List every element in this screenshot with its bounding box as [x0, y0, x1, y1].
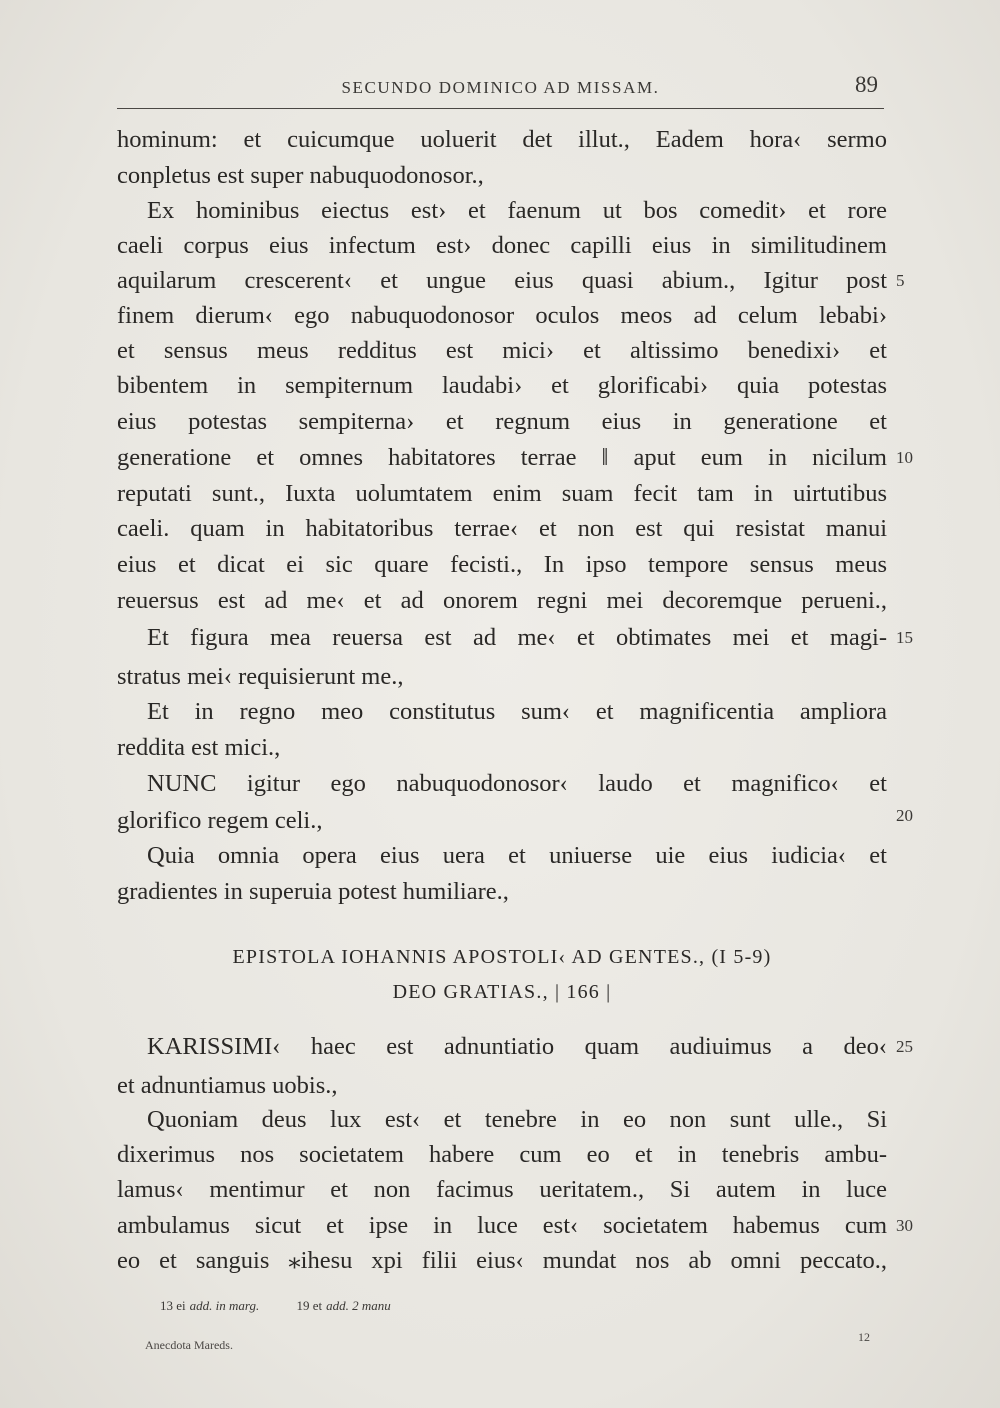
text-line: reddita est mici., — [117, 734, 281, 761]
text-line: eius et dicat ei sic quare fecisti., In ipso tempore sensus meus — [117, 551, 887, 578]
footnote-ref: 13 ei — [160, 1298, 186, 1313]
footnote-ref: 19 et — [296, 1298, 323, 1313]
footnotes — [160, 1298, 425, 1314]
text-line: bibentem in sempiternum laudabi› et glorificabi› quia potestas — [117, 372, 887, 399]
running-head — [117, 72, 884, 102]
text-line: eius potestas sempiterna› et regnum eius in generatione et — [117, 408, 887, 435]
text-line: Quia omnia opera eius uera et uniuerse uie eius iudicia‹ et — [147, 842, 887, 869]
text-line: et adnuntiamus uobis., — [117, 1072, 338, 1099]
line-number: 30 — [896, 1216, 913, 1235]
line-number: 25 — [896, 1037, 913, 1056]
footnote-text: add. in marg. — [189, 1298, 260, 1313]
text-line: Quoniam deus lux est‹ et tenebre in eo non sunt ulle., Si — [147, 1106, 887, 1133]
text-line: reputati sunt., Iuxta uolumtatem enim suam fecit tam in uirtutibus — [117, 480, 887, 507]
text-line: eo et sanguis ⁎ihesu xpi filii eius‹ mundat nos ab omni peccato., — [117, 1247, 887, 1274]
line-number: 10 — [896, 448, 913, 467]
text-line: caeli. quam in habitatoribus terrae‹ et non est qui resistat manui — [117, 515, 887, 542]
text-line: Ex hominibus eiectus est› et faenum ut bos comedit› et rore — [147, 197, 887, 224]
page-number: 89 — [855, 72, 878, 97]
footnote-text: add. 2 manu — [326, 1298, 391, 1313]
signature: Anecdota Mareds. — [145, 1338, 233, 1352]
line-number: 15 — [896, 628, 913, 647]
text-line: Et in regno meo constitutus sum‹ et magnificentia ampliora — [147, 698, 887, 725]
footnote — [296, 1298, 390, 1313]
text-line: finem dierum‹ ego nabuquodonosor oculos meos ad celum lebabi› — [117, 302, 887, 329]
text-line: generatione et omnes habitatores terrae ‖ aput eum in nicilum — [117, 444, 887, 471]
text-line: aquilarum crescerent‹ et ungue eius quasi abium., Igitur post — [117, 267, 887, 294]
text-line: reuersus est ad me‹ et ad onorem regni mei decoremque perueni., — [117, 587, 887, 614]
line-number: 20 — [896, 806, 913, 825]
text-line: dixerimus nos societatem habere cum eo et in tenebris ambu- — [117, 1141, 887, 1168]
text-line: gradientes in superuia potest humiliare., — [117, 878, 509, 905]
text-line: conpletus est super nabuquodonosor., — [117, 162, 484, 189]
header-rule — [117, 108, 884, 109]
text-line: stratus mei‹ requisierunt me., — [117, 663, 404, 690]
epistle-heading: EPISTOLA IOHANNIS APOSTOLI‹ AD GENTES., (I 5-9) — [232, 946, 772, 968]
text-line: caeli corpus eius infectum est› donec capilli eius in similitudinem — [117, 232, 887, 259]
text-line: Et figura mea reuersa est ad me‹ et obtimates mei et magi- — [147, 624, 887, 651]
text-line: NUNC igitur ego nabuquodonosor‹ laudo et magnifico‹ et — [147, 770, 887, 797]
text-line: et sensus meus redditus est mici› et altissimo benedixi› et — [117, 337, 887, 364]
text-line: hominum: et cuicumque uoluerit det illut., Eadem hora‹ sermo — [117, 126, 887, 153]
running-title: SECUNDO DOMINICO AD MISSAM. — [341, 78, 660, 97]
text-line: lamus‹ mentimur et non facimus ueritatem., Si autem in luce — [117, 1176, 887, 1203]
footnote — [160, 1298, 259, 1313]
epistle-subheading: DEO GRATIAS., | 166 | — [392, 981, 612, 1003]
sheet-number: 12 — [858, 1330, 870, 1344]
text-line: ambulamus sicut et ipse in luce est‹ societatem habemus cum — [117, 1212, 887, 1239]
text-line: KARISSIMI‹ haec est adnuntiatio quam audiuimus a deo‹ — [147, 1033, 887, 1060]
text-line: glorifico regem celi., — [117, 807, 323, 834]
line-number: 5 — [896, 271, 905, 290]
